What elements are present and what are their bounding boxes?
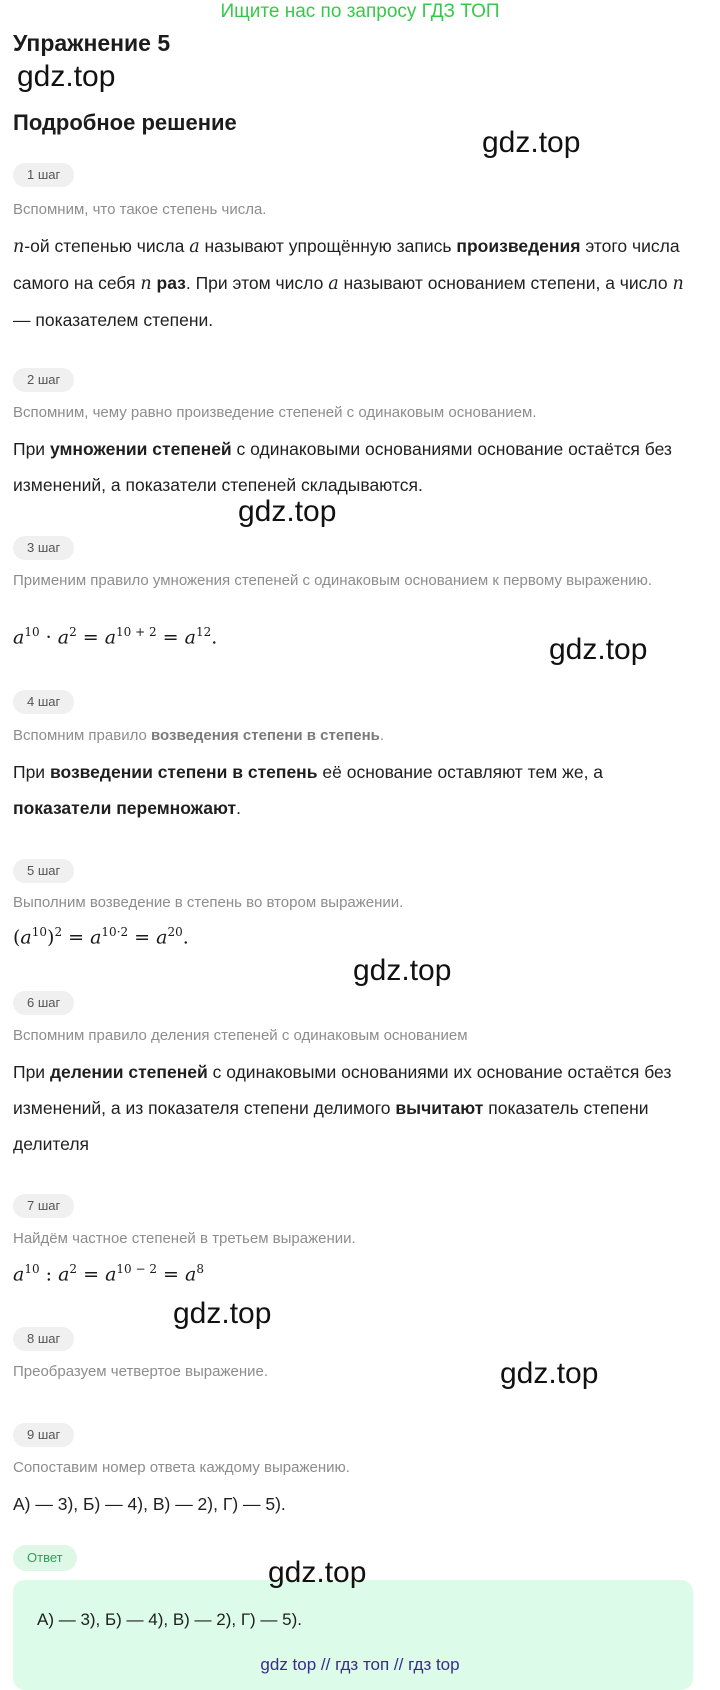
step-badge: 7 шаг (13, 1194, 74, 1218)
step-paragraph: n-ой степенью числа a называют упрощённую запись произведения этого числа самого на себя n раз. При этом число a называют основанием степени, а число n — показателем степени. (13, 236, 684, 330)
step-paragraph: При делении степеней с одинаковыми основаниями их основание остаётся без изменений, а из показателя степени делимого вычитают показатель степени делителя (13, 1062, 672, 1154)
step-paragraph: При возведении степени в степень её основание оставляют тем же, а показатели перемножают. (13, 762, 604, 818)
step-badge: 3 шаг (13, 536, 74, 560)
formula: $a^{10} \cdot a^2 = a^{10 + 2} = a^{12}$. (13, 625, 218, 649)
watermark: gdz.top (353, 954, 452, 987)
step-badge: 1 шаг (13, 163, 74, 187)
step-note: Сопоставим номер ответа каждому выражению. (13, 1459, 350, 1476)
watermark: gdz.top (173, 1297, 272, 1330)
watermark: gdz.top (268, 1556, 367, 1589)
step-note: Найдём частное степеней в третьем выражении. (13, 1230, 356, 1247)
step-badge: 9 шаг (13, 1423, 74, 1447)
step-badge: 6 шаг (13, 991, 74, 1015)
step-note: Вспомним, чему равно произведение степеней с одинаковым основанием. (13, 404, 537, 421)
step-note: Вспомним правило возведения степени в степень. (13, 727, 385, 744)
step-note: Преобразуем четвертое выражение. (13, 1363, 268, 1380)
search-banner: Ищите нас по запросу ГДЗ ТОП (220, 1, 500, 22)
step-badge: 2 шаг (13, 368, 74, 392)
answer-text: А) — 3), Б) — 4), В) — 2), Г) — 5). (37, 1610, 302, 1629)
watermark: gdz.top (500, 1357, 599, 1390)
watermark: gdz.top (238, 495, 337, 528)
step-note: Вспомним правило деления степеней с одинаковым основанием (13, 1027, 468, 1044)
step-note: Применим правило умножения степеней с одинаковым основанием к первому выражению. (13, 572, 653, 589)
step-badge: 5 шаг (13, 859, 74, 883)
formula: $a^{10}$ : $a^2 = a^{10 - 2} = a^8$ (13, 1262, 204, 1286)
exercise-title: Упражнение 5 (13, 30, 171, 56)
watermark: gdz.top (17, 60, 116, 93)
step-badge: 4 шаг (13, 690, 74, 714)
answer-badge: Ответ (13, 1545, 77, 1571)
watermark: gdz.top (482, 126, 581, 159)
watermark: gdz.top (549, 633, 648, 666)
formula: $(a^{10})^2 = a^{10\cdot 2} = a^{20}$. (13, 925, 189, 949)
step-badge: 8 шаг (13, 1327, 74, 1351)
step-paragraph: При умножении степеней с одинаковыми основаниями основание остаётся без изменений, а показатели степеней складываются. (13, 439, 672, 495)
step-note: Выполним возведение в степень во втором выражении. (13, 894, 404, 911)
answer-line: А) — 3), Б) — 4), В) — 2), Г) — 5). (13, 1494, 286, 1514)
solution-heading: Подробное решение (13, 110, 237, 135)
step-note: Вспомним, что такое степень числа. (13, 201, 267, 218)
footer-links[interactable]: gdz top // гдз топ // гдз top (260, 1655, 460, 1674)
